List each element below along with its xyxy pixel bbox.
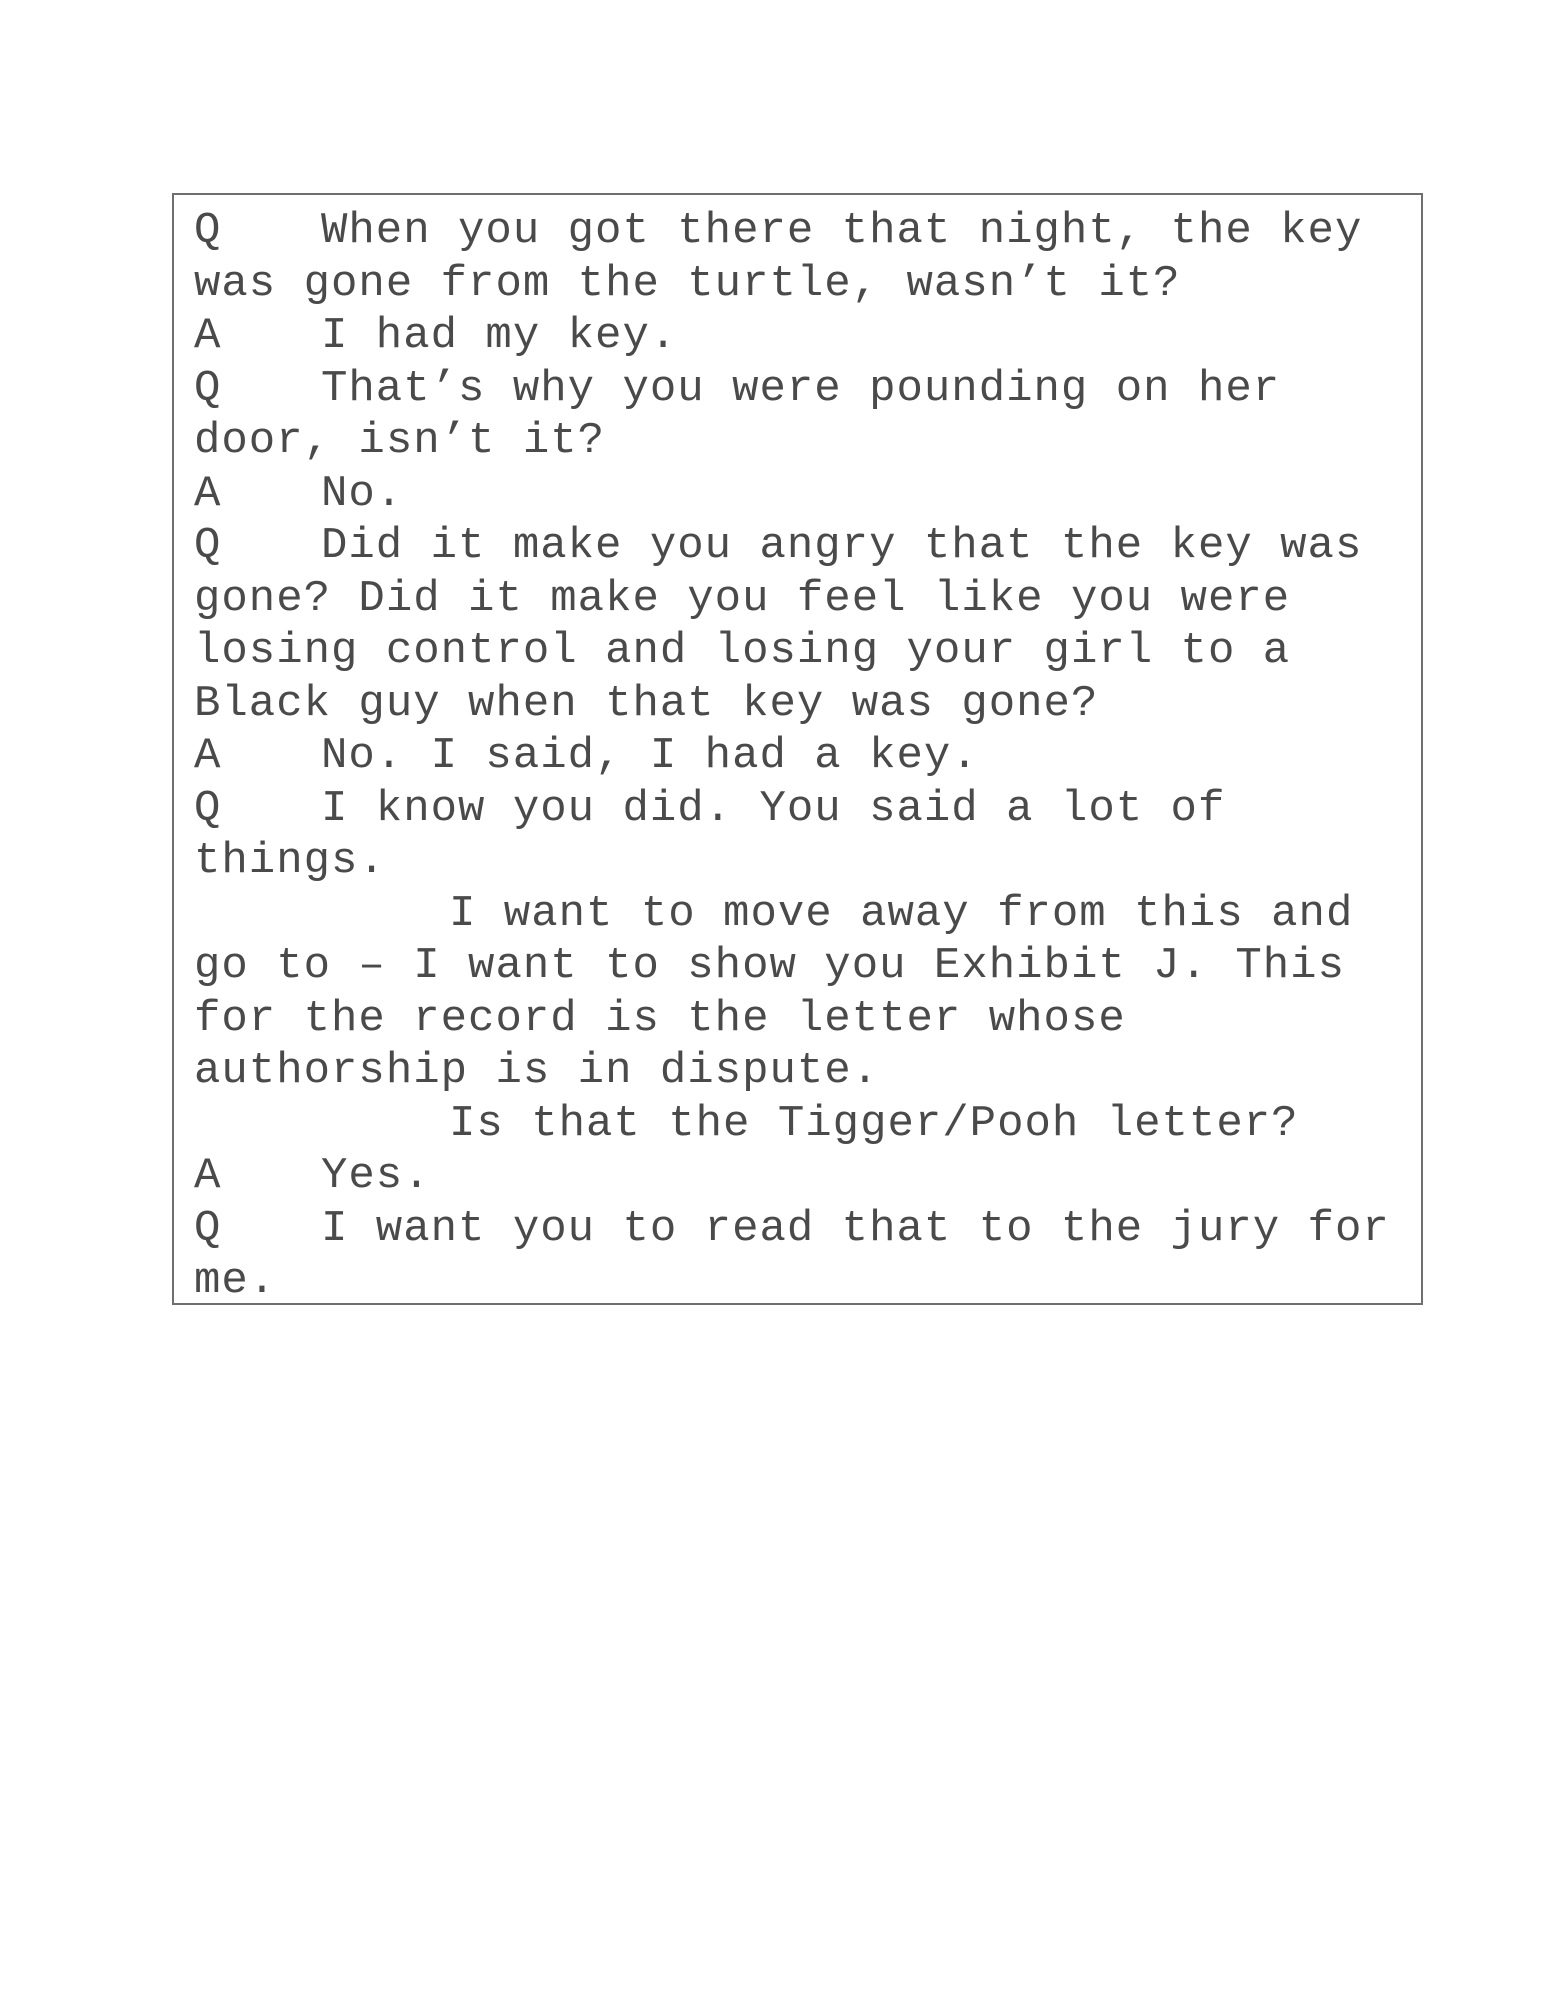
speaker-label: Q	[194, 1203, 222, 1254]
line-text: Is that the Tigger/Pooh letter?	[449, 1098, 1299, 1149]
speaker-label: Q	[194, 206, 222, 256]
line-text: was gone from the turtle, wasn’t it?	[194, 258, 1181, 309]
transcript-line	[194, 1045, 1421, 1098]
transcript-line	[194, 258, 1421, 311]
transcript-line	[194, 1098, 1421, 1151]
transcript-line	[194, 520, 1421, 573]
line-text: gone? Did it make you feel like you were	[194, 573, 1291, 624]
line-text: That’s why you were pounding on her	[321, 363, 1281, 414]
transcript-line	[194, 573, 1421, 626]
transcript-line	[194, 888, 1421, 941]
speaker-label: A	[194, 468, 222, 519]
line-text: I want to move away from this and	[449, 888, 1354, 939]
speaker-label: A	[194, 731, 222, 781]
transcript-excerpt	[172, 193, 1423, 1305]
transcript-line	[194, 205, 1421, 258]
transcript-line	[194, 730, 1421, 783]
line-text: for the record is the letter whose	[194, 993, 1126, 1044]
line-text: Did it make you angry that the key was	[321, 521, 1363, 571]
line-text: I want you to read that to the jury for	[321, 1203, 1390, 1254]
line-text: I know you did. You said a lot of	[321, 783, 1226, 834]
transcript-line	[194, 1255, 1421, 1308]
transcript-line	[194, 678, 1421, 731]
speaker-label: Q	[194, 521, 222, 571]
line-text: go to – I want to show you Exhibit J. This	[194, 941, 1345, 991]
line-text: Black guy when that key was gone?	[194, 678, 1099, 729]
line-text: No.	[321, 468, 404, 519]
transcript-line	[194, 415, 1421, 468]
speaker-label: A	[194, 311, 222, 361]
transcript-line	[194, 625, 1421, 678]
transcript-line	[194, 1150, 1421, 1203]
line-text: I had my key.	[321, 311, 678, 361]
line-text: authorship is in dispute.	[194, 1046, 880, 1096]
line-text: losing control and losing your girl to a	[194, 626, 1291, 676]
speaker-label: A	[194, 1151, 222, 1201]
transcript-line	[194, 783, 1421, 836]
line-text: When you got there that night, the key	[321, 206, 1363, 256]
line-text: door, isn’t it?	[194, 416, 606, 466]
line-text: me.	[194, 1256, 277, 1306]
transcript-line	[194, 835, 1421, 888]
line-text: things.	[194, 836, 386, 886]
transcript-line	[194, 993, 1421, 1046]
transcript-line	[194, 310, 1421, 363]
transcript-line	[194, 363, 1421, 416]
transcript-line	[194, 468, 1421, 521]
line-text: No. I said, I had a key.	[321, 731, 979, 781]
transcript-line	[194, 940, 1421, 993]
speaker-label: Q	[194, 363, 222, 414]
speaker-label: Q	[194, 783, 222, 834]
transcript-line	[194, 1203, 1421, 1256]
line-text: Yes.	[321, 1151, 431, 1201]
